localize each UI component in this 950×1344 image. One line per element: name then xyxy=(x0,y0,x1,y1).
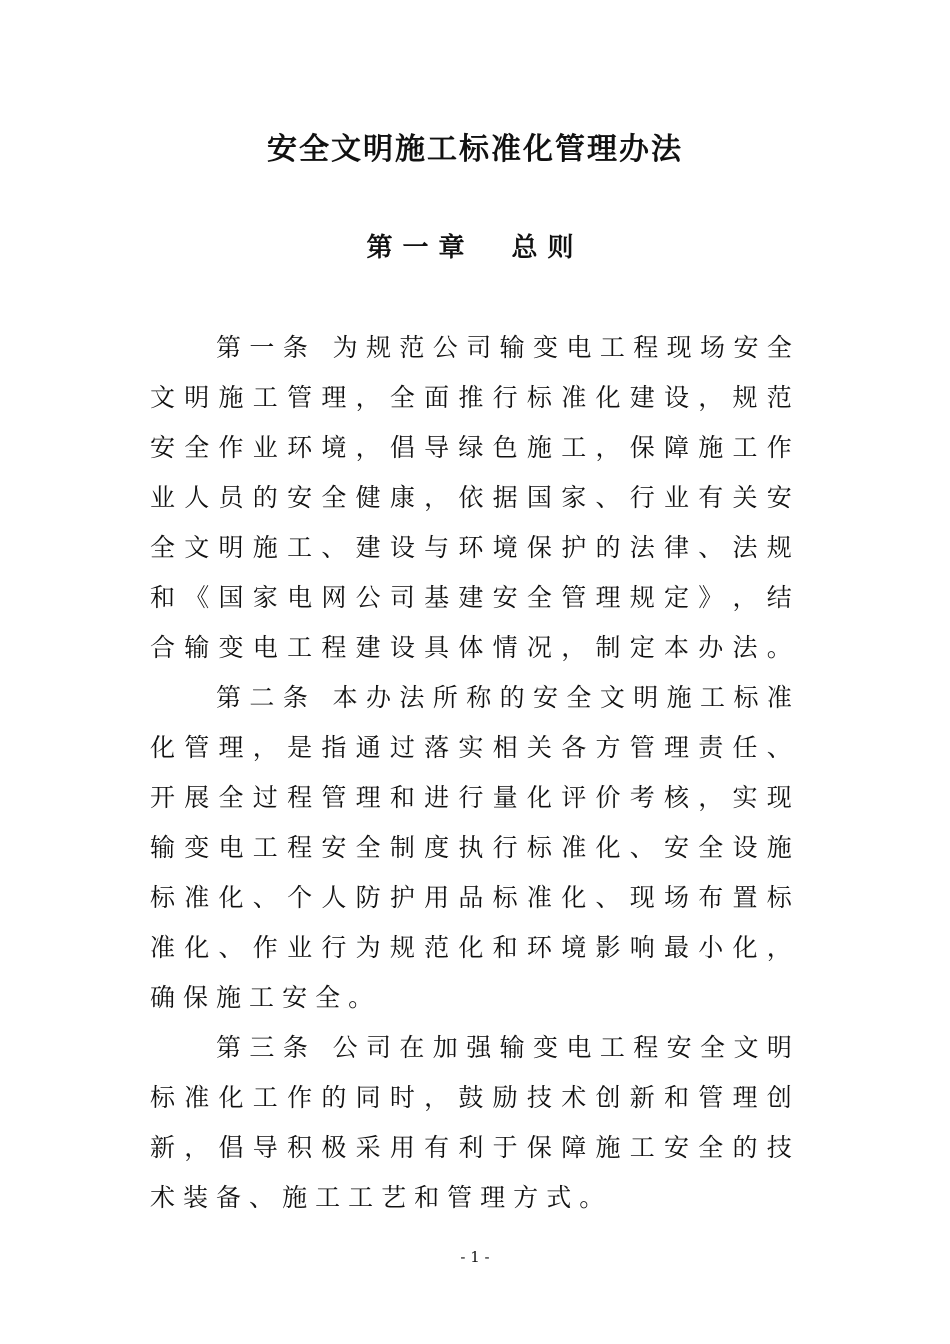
body-line: 和 《 国 家 电 网 公 司 基 建 安 全 管 理 规 定 》 ， 结 xyxy=(150,583,792,612)
body-line: 第 二 条 本 办 法 所 称 的 安 全 文 明 施 工 标 准 xyxy=(216,683,792,712)
body-line: 准 化 、 作 业 行 为 规 范 化 和 环 境 影 响 最 小 化 ， xyxy=(150,933,792,962)
body-line: 文 明 施 工 管 理 ， 全 面 推 行 标 准 化 建 设 ， 规 范 xyxy=(150,383,792,412)
body-line: 业 人 员 的 安 全 健 康 ， 依 据 国 家 、 行 业 有 关 安 xyxy=(150,483,792,512)
body-line: 确 保 施 工 安 全 。 xyxy=(150,983,374,1012)
document-title: 安全文明施工标准化管理办法 xyxy=(267,132,683,167)
body-line: 新 ， 倡 导 积 极 采 用 有 利 于 保 障 施 工 安 全 的 技 xyxy=(150,1133,792,1162)
body-line: 开 展 全 过 程 管 理 和 进 行 量 化 评 价 考 核 ， 实 现 xyxy=(150,783,792,812)
body-line: 合 输 变 电 工 程 建 设 具 体 情 况 ， 制 定 本 办 法 。 xyxy=(150,633,792,662)
body-line: 术 装 备 、 施 工 工 艺 和 管 理 方 式 。 xyxy=(150,1183,605,1212)
chapter-heading: 第一章 总则 xyxy=(366,233,584,263)
body-line: 第 三 条 公 司 在 加 强 输 变 电 工 程 安 全 文 明 xyxy=(216,1033,792,1062)
body-line: 全 文 明 施 工 、 建 设 与 环 境 保 护 的 法 律 、 法 规 xyxy=(150,533,792,562)
body-line: 输 变 电 工 程 安 全 制 度 执 行 标 准 化 、 安 全 设 施 xyxy=(150,833,792,862)
page-number: - 1 - xyxy=(460,1248,490,1266)
body-line: 化 管 理 ， 是 指 通 过 落 实 相 关 各 方 管 理 责 任 、 xyxy=(150,733,792,762)
body-line: 标 准 化 、 个 人 防 护 用 品 标 准 化 、 现 场 布 置 标 xyxy=(150,883,792,912)
body-line: 标 准 化 工 作 的 同 时 ， 鼓 励 技 术 创 新 和 管 理 创 xyxy=(150,1083,792,1112)
body-line: 安 全 作 业 环 境 ， 倡 导 绿 色 施 工 ， 保 障 施 工 作 xyxy=(150,433,792,462)
body-line: 第 一 条 为 规 范 公 司 输 变 电 工 程 现 场 安 全 xyxy=(216,333,792,362)
